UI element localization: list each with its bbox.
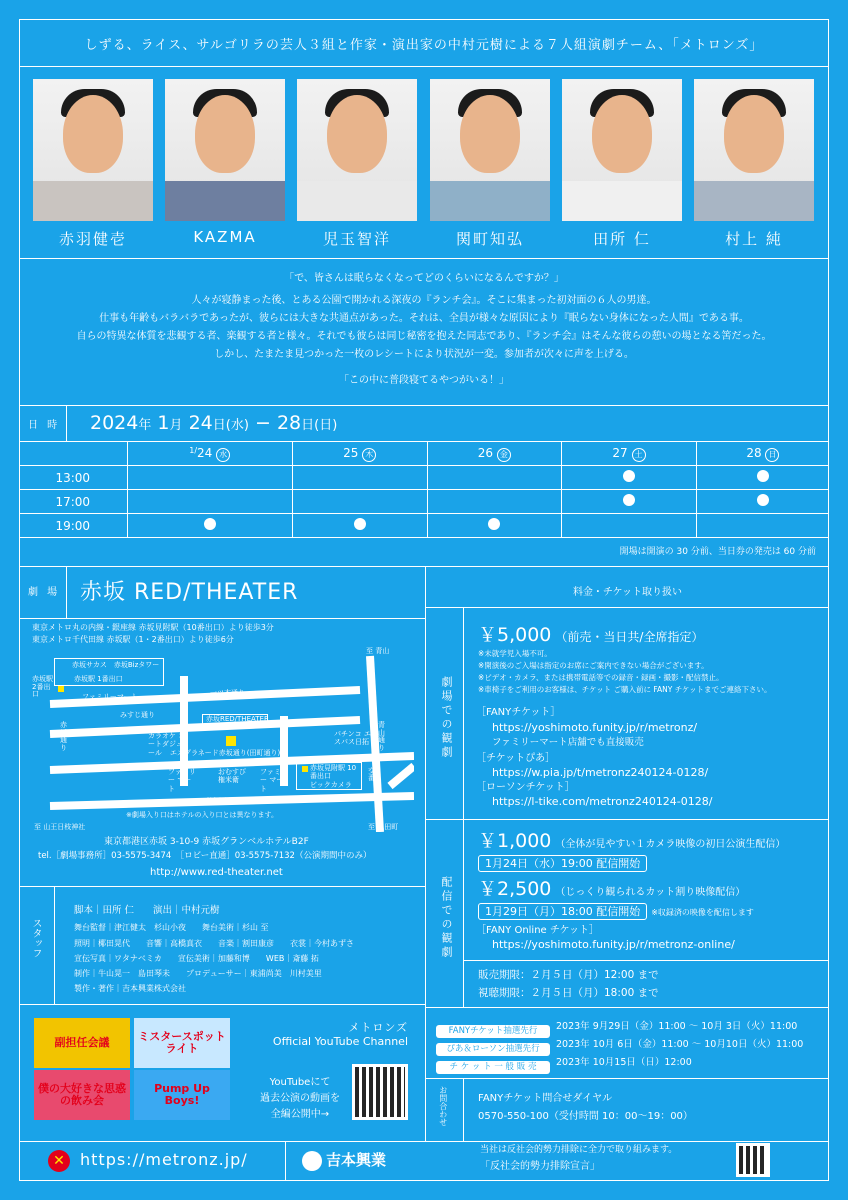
month-prefix: 1/ [189, 445, 198, 455]
weekday-badge: 金 [497, 448, 511, 462]
declaration-2: 「反社会的勢力排除宣言」 [480, 1161, 600, 1172]
map-note: ※劇場入り口はホテルの入り口とは異なります。 [126, 811, 278, 819]
stream-1-date: 1月24日（水）19:00 配信開始 [478, 854, 647, 872]
staff-row-1: 脚本｜田所 仁 演出｜中村元樹 [74, 905, 220, 916]
online-url[interactable]: https://yoshimoto.funity.jp/r/metronz-online/ [492, 938, 735, 951]
venue-address: 東京都港区赤坂 3-10-9 赤坂グランベルホテルB2F [104, 837, 309, 847]
divider [19, 1004, 425, 1005]
yt-desc-3: 全編公開中→ [270, 1109, 330, 1120]
shirt [430, 181, 550, 221]
divider [19, 405, 829, 406]
map-karaoke: カラオケ コートダジュール [148, 732, 186, 757]
divider [425, 566, 426, 1141]
view-deadline: 視聴期限：２月５日（月）18:00 まで [478, 987, 659, 999]
weekday-badge: 水 [216, 448, 230, 462]
divider [19, 258, 829, 259]
cast-photo [297, 79, 417, 221]
divider [19, 66, 829, 67]
weekday-badge: 土 [632, 448, 646, 462]
row-1300: 13:00 [19, 466, 829, 490]
shirt [297, 181, 417, 221]
ticket-note-2: ※開演後のご入場は指定のお席にご案内できない場合がございます。 [478, 661, 709, 670]
map-bic: ビックカメラ [310, 781, 352, 789]
day-28 [696, 442, 829, 466]
lawson-heading: ［ローソンチケット］ [476, 782, 575, 793]
row-1700: 17:00 [19, 490, 829, 514]
divider [426, 1078, 829, 1079]
map-esplanade: エスプラネード赤坂通り(田町通り) [170, 749, 281, 757]
online-heading: ［FANY Online チケット］ [476, 925, 599, 936]
cast-name: 児玉智洋 [322, 230, 391, 248]
map-akasaka-st: 赤坂駅 1番出口 [74, 675, 123, 683]
day-number: 25 [343, 445, 359, 460]
divider [19, 618, 425, 619]
staff-row-3: 照明｜椰田晃代 音響｜高橋真衣 音楽｜割田康彦 衣裳｜今村あずさ [74, 939, 354, 948]
cast-name: KAZMA [193, 228, 257, 246]
yt-title-2: Official YouTube Channel [272, 1035, 408, 1048]
lottery-date: 2023年 10月 6日（金）11:00 〜 10月10日（火）11:00 [556, 1039, 804, 1050]
lottery-date: 2023年 10月15日（日）12:00 [556, 1057, 692, 1068]
divider [66, 566, 67, 618]
schedule-label: 日 時 [28, 420, 61, 431]
ticket-price: ￥5,000 （前売・当日共/全席指定） [478, 624, 704, 646]
cast-name: 田所 仁 [593, 230, 651, 248]
venue-label: 劇 場 [28, 587, 61, 598]
map-theater: 赤坂RED/THEATER [206, 715, 269, 723]
headline: しずる、ライス、サルゴリラの芸人３組と作家・演出家の中村元樹による７人組演劇チーム、「メトロンズ」 [84, 38, 764, 53]
venue-name: 赤坂 RED/THEATER [80, 580, 299, 605]
fany-heading: ［FANYチケット］ [476, 707, 561, 718]
map-sacas: 赤坂サカス 赤坂Bizタワー [72, 661, 160, 669]
cast-photo [694, 79, 814, 221]
shirt [33, 181, 153, 221]
metronz-logo-icon: ✕ [48, 1150, 70, 1172]
divider [19, 886, 425, 887]
row-1900: 19:00 [19, 514, 829, 538]
map-family2: ファミリー マート [168, 768, 196, 793]
show-dot [204, 518, 216, 530]
day-27 [562, 442, 697, 466]
day-number: 28 [746, 445, 762, 460]
weekday-badge: 木 [362, 448, 376, 462]
staff-row-6: 製作・著作｜吉本興業株式会社 [74, 984, 186, 993]
day-number: 27 [612, 445, 628, 460]
divider [426, 819, 829, 820]
site-url[interactable]: https://metronz.jp/ [80, 1150, 248, 1169]
divider [463, 607, 464, 1007]
shirt [694, 181, 814, 221]
show-dot [354, 518, 366, 530]
divider [54, 886, 55, 1004]
story-line-1: 人々が寝静まった後、とある公園で開かれる深夜の『ランチ会』。そこに集まった初対面の６人の男達。 [191, 295, 657, 306]
youtube-thumbnail[interactable]: ミスタースポットライト [134, 1018, 230, 1068]
map-nagata: 至 永田町 [368, 823, 399, 831]
divider [66, 405, 67, 441]
staff-row-4: 宣伝写真｜ワタナベミカ 宣伝美術｜加藤和博 WEB｜斎藤 拓 [74, 954, 319, 963]
ticket-note-4: ※車椅子をご利用のお客様は、チケット ご購入前に FANY チケットまでご連絡下さい。 [478, 685, 772, 694]
face [195, 95, 255, 173]
map-misuji: みすじ通り [120, 711, 155, 719]
divider [426, 607, 829, 608]
fany-url[interactable]: https://yoshimoto.funity.jp/r/metronz/ [492, 721, 698, 734]
pia-heading: ［チケットぴあ］ [476, 753, 556, 764]
staff-label: スタッフ [30, 918, 41, 958]
sale-deadline: 販売期限：２月５日（月）12:00 まで [478, 969, 659, 981]
staff-row-2: 舞台監督｜津江健太 杉山小夜 舞台美術｜杉山 至 [74, 923, 269, 932]
show-dot [757, 494, 769, 506]
yt-desc-1: YouTubeにて [269, 1077, 331, 1088]
divider [285, 1141, 286, 1181]
contact-heading: FANYチケット問合せダイヤル [478, 1093, 613, 1104]
cast-photo [165, 79, 285, 221]
contact-label: お問合わせ [438, 1086, 448, 1126]
staff-row-5: 制作｜牛山晃一 島田琴未 プロデューサー｜東浦尚美 川村美里 [74, 969, 322, 978]
face [460, 95, 520, 173]
yt-title-1: メトロンズ [348, 1021, 408, 1034]
cast-name: 村上 純 [725, 230, 783, 248]
lottery-tag: チ ケ ッ ト 一 般 販 売 [436, 1056, 550, 1074]
face [592, 95, 652, 173]
fany-store: ファミリーマート店舗でも直接販売 [492, 737, 644, 748]
day-24 [127, 442, 292, 466]
divider [19, 1141, 829, 1142]
divider [19, 566, 829, 567]
theater-viewing-label: 劇場での観劇 [440, 676, 453, 760]
cast-photo [430, 79, 550, 221]
map-mitsuke: 赤坂見附駅 10番出口 [310, 764, 357, 781]
schedule-note: 開場は開演の 30 分前、当日券の発売は 60 分前 [619, 547, 816, 557]
cast-name: 関町知弘 [455, 230, 524, 248]
weekday-badge: 日 [765, 448, 779, 462]
shirt [562, 181, 682, 221]
map-aoyama-dori: 青山通り [378, 721, 385, 753]
schedule-table [19, 441, 829, 538]
face [327, 95, 387, 173]
story-line-2: 仕事も年齢もバラバラであったが、彼らには大きな共通点があった。それは、全員が様々な原因により『眠らない身体になった人間』である事。 [99, 313, 749, 324]
divider [463, 1078, 464, 1141]
stream-2-price: ￥2,500 （じっくり観られるカット割り映像配信） [478, 878, 746, 900]
lottery-tag: ぴあ＆ローソン抽選先行 [436, 1038, 550, 1056]
map-akasaka-dori: 赤坂通り [60, 721, 67, 753]
venue-map [30, 646, 414, 832]
access-1: 東京メトロ丸の内線・銀座線 赤坂見附駅（10番出口）より徒歩3分 [32, 623, 274, 632]
youtube-qr-code[interactable] [352, 1064, 408, 1120]
access-2: 東京メトロ千代田線 赤坂駅（1・2番出口）より徒歩6分 [32, 635, 234, 644]
day-26 [427, 442, 562, 466]
schedule-date: 2024年 1月 24日(水) − 28日(日) [90, 412, 338, 434]
face [724, 95, 784, 173]
map-hitotsugi: 一ツ木通り [210, 689, 245, 697]
youtube-thumbnail[interactable]: 副担任会議 [34, 1018, 130, 1068]
story-quote-1: 「で、皆さんは眠らなくなってどのくらいになるんですか？」 [284, 273, 564, 284]
pia-url[interactable]: https://w.pia.jp/t/metronz240124-0128/ [492, 766, 709, 779]
cast-name: 赤羽健壱 [58, 230, 127, 248]
show-dot [757, 470, 769, 482]
yt-desc-2: 過去公演の動画を [260, 1093, 340, 1104]
cast-photo [33, 79, 153, 221]
show-dot [623, 470, 635, 482]
map-family3: ファミリー マート [260, 768, 288, 793]
yoshimoto-logo-icon [302, 1151, 322, 1171]
map-family1: ファミリーマート [82, 693, 138, 701]
story-line-3: 自らの特異な体質を悲観する者、楽観する者と様々。それでも彼らは同じ秘密を抱えた同志であり、『ランチ会』はそんな彼らの憩いの場となる筈だった。 [76, 331, 772, 342]
map-koban: 交番 [368, 767, 375, 782]
schedule-header-row [19, 442, 829, 466]
ticket-note-3: ※ビデオ・カメラ、または携帯電話等での録音・録画・撮影・配信禁止。 [478, 673, 724, 682]
map-omusubi: おむすび 権米衛 [218, 768, 246, 785]
map-pachinko: パチンコ エスパス日拓 [334, 730, 371, 747]
stream-2-date: 1月29日（月）18:00 配信開始 ※収録済の映像を配信します [478, 902, 754, 920]
lawson-url[interactable]: https://l-tike.com/metronz240124-0128/ [492, 795, 713, 808]
story-line-4: しかし、たまたま見つかった一枚のレシートにより状況が一変。参加者が次々に声を上げる。 [214, 349, 634, 360]
map-sotobori: 外堀通り [206, 797, 234, 805]
tickets-header: 料金・チケット取り扱い [572, 587, 683, 598]
face [63, 95, 123, 173]
story-quote-2: 「この中に普段寝てるやつがいる！」 [339, 375, 509, 386]
divider [464, 960, 829, 961]
map-aoyama: 至 青山 [366, 647, 390, 655]
day-25 [292, 442, 427, 466]
stream-1-price: ￥1,000 （全体が見やすい１カメラ映像の初日公演生配信） [478, 830, 786, 852]
youtube-thumbnail[interactable]: 僕の大好きな思惑の飲み会 [34, 1070, 130, 1120]
show-dot [623, 494, 635, 506]
declaration-qr-code[interactable] [736, 1143, 770, 1177]
yoshimoto-name: 吉本興業 [326, 1151, 387, 1169]
shirt [165, 181, 285, 221]
map-sanno: 至 山王日枝神社 [34, 823, 86, 831]
venue-url: http://www.red-theater.net [150, 867, 283, 878]
stream-viewing-label: 配信での観劇 [440, 876, 453, 960]
lottery-date: 2023年 9月29日（金）11:00 〜 10月 3日（火）11:00 [556, 1021, 798, 1032]
venue-tel: tel.［劇場事務所］03-5575-3474 ［ロビー直通］03-5575-7132（公演期間中のみ） [38, 851, 372, 861]
cast-photo [562, 79, 682, 221]
youtube-thumbnail[interactable]: Pump Up Boys! [134, 1070, 230, 1120]
declaration-1: 当社は反社会的勢力排除に全力で取り組みます。 [480, 1145, 678, 1155]
day-number: 24 [197, 445, 213, 460]
contact-tel: 0570-550-100（受付時間 10：00〜19：00） [478, 1111, 693, 1122]
lottery-tag: FANYチケット抽選先行 [436, 1020, 550, 1038]
ticket-note-1: ※未就学児入場不可。 [478, 649, 552, 658]
show-dot [488, 518, 500, 530]
map-akasaka-st2: 赤坂駅 2番出口 [32, 675, 53, 699]
divider [426, 1007, 829, 1008]
day-number: 26 [477, 445, 494, 460]
